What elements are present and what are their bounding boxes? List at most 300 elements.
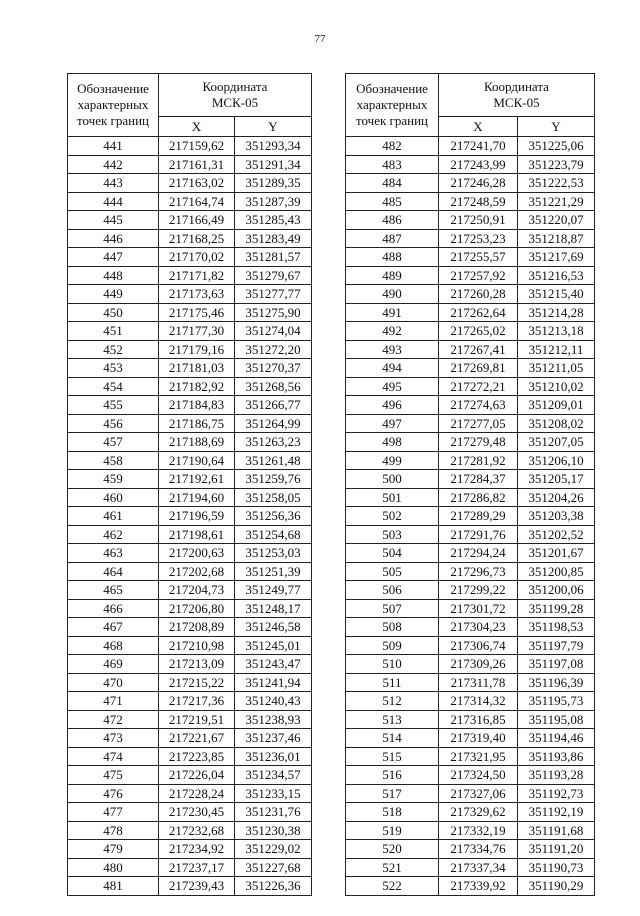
point-number-cell: 451: [68, 322, 159, 341]
x-coordinate-cell: 217248,59: [439, 192, 518, 211]
y-coordinate-cell: 351215,40: [518, 285, 595, 304]
point-number-cell: 509: [346, 636, 439, 655]
y-coordinate-cell: 351193,28: [518, 766, 595, 785]
table-row: [68, 414, 312, 433]
y-header: Y: [518, 116, 595, 136]
point-number-cell: 462: [68, 525, 159, 544]
point-number-cell: 446: [68, 229, 159, 248]
y-coordinate-cell: 351258,05: [235, 488, 312, 507]
point-number-cell: 492: [346, 322, 439, 341]
x-coordinate-cell: 217179,16: [159, 340, 235, 359]
point-number-cell: 493: [346, 340, 439, 359]
y-coordinate-cell: 351217,69: [518, 248, 595, 267]
point-number-cell: 503: [346, 525, 439, 544]
point-number-cell: 481: [68, 877, 159, 896]
y-coordinate-cell: 351190,29: [518, 877, 595, 896]
y-coordinate-cell: 351222,53: [518, 174, 595, 193]
y-coordinate-cell: 351197,79: [518, 636, 595, 655]
point-number-cell: 518: [346, 803, 439, 822]
x-coordinate-cell: 217301,72: [439, 599, 518, 618]
table-row: [68, 544, 312, 563]
point-number-cell: 466: [68, 599, 159, 618]
y-coordinate-cell: 351231,76: [235, 803, 312, 822]
table-row: [346, 766, 595, 785]
x-coordinate-cell: 217260,28: [439, 285, 518, 304]
y-coordinate-cell: 351209,01: [518, 396, 595, 415]
table-row: [68, 211, 312, 230]
table-row: [68, 562, 312, 581]
point-number-cell: 441: [68, 137, 159, 156]
point-number-cell: 474: [68, 747, 159, 766]
table-row: [68, 803, 312, 822]
point-number-cell: 453: [68, 359, 159, 378]
y-coordinate-cell: 351194,46: [518, 729, 595, 748]
y-coordinate-cell: 351204,26: [518, 488, 595, 507]
point-number-cell: 490: [346, 285, 439, 304]
x-coordinate-cell: 217253,23: [439, 229, 518, 248]
point-number-cell: 469: [68, 655, 159, 674]
y-coordinate-cell: 351253,03: [235, 544, 312, 563]
point-number-cell: 505: [346, 562, 439, 581]
table-row: [346, 414, 595, 433]
y-coordinate-cell: 351218,87: [518, 229, 595, 248]
y-coordinate-cell: 351241,94: [235, 673, 312, 692]
y-coordinate-cell: 351213,18: [518, 322, 595, 341]
x-coordinate-cell: 217281,92: [439, 451, 518, 470]
table-row: [68, 137, 312, 156]
x-coordinate-cell: 217163,02: [159, 174, 235, 193]
x-coordinate-cell: 217190,64: [159, 451, 235, 470]
y-coordinate-cell: 351225,06: [518, 137, 595, 156]
table-row: [68, 747, 312, 766]
point-number-cell: 458: [68, 451, 159, 470]
x-coordinate-cell: 217265,02: [439, 322, 518, 341]
point-number-cell: 444: [68, 192, 159, 211]
x-coordinate-cell: 217230,45: [159, 803, 235, 822]
y-coordinate-cell: 351212,11: [518, 340, 595, 359]
y-coordinate-cell: 351264,99: [235, 414, 312, 433]
x-coordinate-cell: 217226,04: [159, 766, 235, 785]
x-coordinate-cell: 217316,85: [439, 710, 518, 729]
table-row: [346, 488, 595, 507]
table-row: [346, 433, 595, 452]
x-coordinate-cell: 217284,37: [439, 470, 518, 489]
y-coordinate-cell: 351229,02: [235, 840, 312, 859]
x-coordinate-cell: 217181,03: [159, 359, 235, 378]
x-coordinate-cell: 217332,19: [439, 821, 518, 840]
y-coordinate-cell: 351281,57: [235, 248, 312, 267]
x-coordinate-cell: 217279,48: [439, 433, 518, 452]
point-number-cell: 477: [68, 803, 159, 822]
y-coordinate-cell: 351211,05: [518, 359, 595, 378]
coordinates-table-left: [67, 73, 312, 896]
table-row: [68, 303, 312, 322]
table-row: [346, 248, 595, 267]
y-coordinate-cell: 351293,34: [235, 137, 312, 156]
table-row: [346, 174, 595, 193]
table-row: [346, 655, 595, 674]
table-row: [68, 377, 312, 396]
x-coordinate-cell: 217334,76: [439, 840, 518, 859]
x-coordinate-cell: 217286,82: [439, 488, 518, 507]
x-coordinate-cell: 217192,61: [159, 470, 235, 489]
table-row: [68, 766, 312, 785]
point-number-cell: 497: [346, 414, 439, 433]
point-number-cell: 471: [68, 692, 159, 711]
point-number-cell: 460: [68, 488, 159, 507]
x-coordinate-cell: 217177,30: [159, 322, 235, 341]
y-header: Y: [235, 116, 312, 136]
table-row: [68, 192, 312, 211]
point-number-cell: 510: [346, 655, 439, 674]
point-number-cell: 479: [68, 840, 159, 859]
table-row: [346, 285, 595, 304]
y-coordinate-cell: 351236,01: [235, 747, 312, 766]
table-row: [68, 507, 312, 526]
table-row: [68, 174, 312, 193]
table-row: [346, 544, 595, 563]
table-row: [68, 229, 312, 248]
y-coordinate-cell: 351199,28: [518, 599, 595, 618]
point-number-cell: 464: [68, 562, 159, 581]
table-row: [346, 636, 595, 655]
point-number-cell: 445: [68, 211, 159, 230]
y-coordinate-cell: 351248,17: [235, 599, 312, 618]
y-coordinate-cell: 351197,08: [518, 655, 595, 674]
point-number-cell: 463: [68, 544, 159, 563]
y-coordinate-cell: 351193,86: [518, 747, 595, 766]
x-coordinate-cell: 217250,91: [439, 211, 518, 230]
point-number-cell: 511: [346, 673, 439, 692]
table-row: [346, 581, 595, 600]
table-row: [68, 618, 312, 637]
table-row: [346, 155, 595, 174]
x-coordinate-cell: 217304,23: [439, 618, 518, 637]
point-number-cell: 472: [68, 710, 159, 729]
table-row: [346, 303, 595, 322]
y-coordinate-cell: 351279,67: [235, 266, 312, 285]
point-number-cell: 480: [68, 858, 159, 877]
y-coordinate-cell: 351245,01: [235, 636, 312, 655]
x-coordinate-cell: 217262,64: [439, 303, 518, 322]
point-number-cell: 450: [68, 303, 159, 322]
point-number-cell: 456: [68, 414, 159, 433]
table-row: [68, 359, 312, 378]
table-row: [68, 451, 312, 470]
x-coordinate-cell: 217166,49: [159, 211, 235, 230]
x-coordinate-cell: 217234,92: [159, 840, 235, 859]
table-row: [68, 840, 312, 859]
table-row: [346, 784, 595, 803]
table-row: [346, 692, 595, 711]
y-coordinate-cell: 351270,37: [235, 359, 312, 378]
y-coordinate-cell: 351200,06: [518, 581, 595, 600]
point-number-cell: 516: [346, 766, 439, 785]
y-coordinate-cell: 351203,38: [518, 507, 595, 526]
y-coordinate-cell: 351263,23: [235, 433, 312, 452]
table-row: [346, 507, 595, 526]
x-coordinate-cell: 217269,81: [439, 359, 518, 378]
x-coordinate-cell: 217257,92: [439, 266, 518, 285]
x-coordinate-cell: 217215,22: [159, 673, 235, 692]
y-coordinate-cell: 351221,29: [518, 192, 595, 211]
y-coordinate-cell: 351190,73: [518, 858, 595, 877]
y-coordinate-cell: 351227,68: [235, 858, 312, 877]
y-coordinate-cell: 351195,73: [518, 692, 595, 711]
point-number-cell: 519: [346, 821, 439, 840]
table-row: [68, 729, 312, 748]
table-row: [346, 710, 595, 729]
y-coordinate-cell: 351208,02: [518, 414, 595, 433]
table-row: [346, 673, 595, 692]
point-number-cell: 513: [346, 710, 439, 729]
x-coordinate-cell: 217329,62: [439, 803, 518, 822]
table-row: [68, 433, 312, 452]
point-number-cell: 514: [346, 729, 439, 748]
y-coordinate-cell: 351214,28: [518, 303, 595, 322]
table-row: [68, 673, 312, 692]
point-number-cell: 443: [68, 174, 159, 193]
point-number-cell: 486: [346, 211, 439, 230]
y-coordinate-cell: 351246,58: [235, 618, 312, 637]
table-row: [346, 211, 595, 230]
table-row: [68, 340, 312, 359]
table-row: [346, 525, 595, 544]
point-number-cell: 521: [346, 858, 439, 877]
y-coordinate-cell: 351287,39: [235, 192, 312, 211]
coordinate-header: Координата МСК-05: [159, 74, 312, 117]
x-coordinate-cell: 217182,92: [159, 377, 235, 396]
point-number-cell: 494: [346, 359, 439, 378]
x-coordinate-cell: 217204,73: [159, 581, 235, 600]
y-coordinate-cell: 351202,52: [518, 525, 595, 544]
y-coordinate-cell: 351237,46: [235, 729, 312, 748]
table-row: [346, 377, 595, 396]
point-number-cell: 473: [68, 729, 159, 748]
x-coordinate-cell: 217188,69: [159, 433, 235, 452]
y-coordinate-cell: 351200,85: [518, 562, 595, 581]
y-coordinate-cell: 351192,73: [518, 784, 595, 803]
table-row: [346, 599, 595, 618]
table-row: [346, 340, 595, 359]
x-coordinate-cell: 217337,34: [439, 858, 518, 877]
point-number-cell: 454: [68, 377, 159, 396]
point-number-cell: 507: [346, 599, 439, 618]
table-row: [68, 155, 312, 174]
point-number-cell: 487: [346, 229, 439, 248]
table-row: [346, 858, 595, 877]
point-number-cell: 483: [346, 155, 439, 174]
y-coordinate-cell: 351259,76: [235, 470, 312, 489]
x-coordinate-cell: 217196,59: [159, 507, 235, 526]
point-number-cell: 478: [68, 821, 159, 840]
x-header: X: [439, 116, 518, 136]
coordinate-header: Координата МСК-05: [439, 74, 595, 117]
point-number-cell: 442: [68, 155, 159, 174]
x-coordinate-cell: 217228,24: [159, 784, 235, 803]
point-number-cell: 449: [68, 285, 159, 304]
table-row: [346, 396, 595, 415]
point-number-cell: 461: [68, 507, 159, 526]
x-header: X: [159, 116, 235, 136]
point-number-cell: 491: [346, 303, 439, 322]
x-coordinate-cell: 217198,61: [159, 525, 235, 544]
table-row: [68, 488, 312, 507]
x-coordinate-cell: 217241,70: [439, 137, 518, 156]
table-row: [346, 322, 595, 341]
point-number-cell: 457: [68, 433, 159, 452]
point-number-cell: 459: [68, 470, 159, 489]
point-number-cell: 448: [68, 266, 159, 285]
table-row: [68, 599, 312, 618]
x-coordinate-cell: 217296,73: [439, 562, 518, 581]
table-row: [346, 562, 595, 581]
y-coordinate-cell: 351261,48: [235, 451, 312, 470]
y-coordinate-cell: 351205,17: [518, 470, 595, 489]
table-row: [68, 858, 312, 877]
y-coordinate-cell: 351249,77: [235, 581, 312, 600]
point-label-header: Обозначение характерных точек границ: [68, 74, 159, 137]
y-coordinate-cell: 351207,05: [518, 433, 595, 452]
table-row: [68, 636, 312, 655]
point-number-cell: 501: [346, 488, 439, 507]
table-row: [68, 525, 312, 544]
x-coordinate-cell: 217171,82: [159, 266, 235, 285]
table-row: [68, 322, 312, 341]
y-coordinate-cell: 351195,08: [518, 710, 595, 729]
x-coordinate-cell: 217289,29: [439, 507, 518, 526]
y-coordinate-cell: 351226,36: [235, 877, 312, 896]
x-coordinate-cell: 217208,89: [159, 618, 235, 637]
table-row: [346, 821, 595, 840]
x-coordinate-cell: 217272,21: [439, 377, 518, 396]
x-coordinate-cell: 217314,32: [439, 692, 518, 711]
x-coordinate-cell: 217274,63: [439, 396, 518, 415]
x-coordinate-cell: 217299,22: [439, 581, 518, 600]
point-number-cell: 508: [346, 618, 439, 637]
x-coordinate-cell: 217206,80: [159, 599, 235, 618]
y-coordinate-cell: 351266,77: [235, 396, 312, 415]
y-coordinate-cell: 351233,15: [235, 784, 312, 803]
y-coordinate-cell: 351256,36: [235, 507, 312, 526]
table-row: [68, 248, 312, 267]
point-number-cell: 504: [346, 544, 439, 563]
table-row: [346, 229, 595, 248]
table-row: [68, 266, 312, 285]
point-number-cell: 455: [68, 396, 159, 415]
table-row: [68, 877, 312, 896]
table-row: [68, 655, 312, 674]
y-coordinate-cell: 351223,79: [518, 155, 595, 174]
point-number-cell: 506: [346, 581, 439, 600]
table-row: [68, 784, 312, 803]
point-number-cell: 470: [68, 673, 159, 692]
y-coordinate-cell: 351210,02: [518, 377, 595, 396]
x-coordinate-cell: 217221,67: [159, 729, 235, 748]
x-coordinate-cell: 217186,75: [159, 414, 235, 433]
x-coordinate-cell: 217161,31: [159, 155, 235, 174]
x-coordinate-cell: 217306,74: [439, 636, 518, 655]
table-row: [68, 470, 312, 489]
x-coordinate-cell: 217219,51: [159, 710, 235, 729]
table-row: [346, 451, 595, 470]
y-coordinate-cell: 351285,43: [235, 211, 312, 230]
y-coordinate-cell: 351289,35: [235, 174, 312, 193]
point-number-cell: 520: [346, 840, 439, 859]
x-coordinate-cell: 217291,76: [439, 525, 518, 544]
x-coordinate-cell: 217202,68: [159, 562, 235, 581]
x-coordinate-cell: 217175,46: [159, 303, 235, 322]
point-number-cell: 465: [68, 581, 159, 600]
x-coordinate-cell: 217267,41: [439, 340, 518, 359]
table-row: [68, 396, 312, 415]
table-row: [346, 747, 595, 766]
y-coordinate-cell: 351268,56: [235, 377, 312, 396]
table-row: [346, 359, 595, 378]
y-coordinate-cell: 351216,53: [518, 266, 595, 285]
y-coordinate-cell: 351198,53: [518, 618, 595, 637]
x-coordinate-cell: 217294,24: [439, 544, 518, 563]
point-label-header: Обозначение характерных точек границ: [346, 74, 439, 137]
x-coordinate-cell: 217239,43: [159, 877, 235, 896]
point-number-cell: 489: [346, 266, 439, 285]
point-number-cell: 475: [68, 766, 159, 785]
y-coordinate-cell: 351201,67: [518, 544, 595, 563]
y-coordinate-cell: 351230,38: [235, 821, 312, 840]
x-coordinate-cell: 217184,83: [159, 396, 235, 415]
table-row: [346, 137, 595, 156]
x-coordinate-cell: 217277,05: [439, 414, 518, 433]
y-coordinate-cell: 351240,43: [235, 692, 312, 711]
y-coordinate-cell: 351283,49: [235, 229, 312, 248]
y-coordinate-cell: 351191,20: [518, 840, 595, 859]
point-number-cell: 502: [346, 507, 439, 526]
table-row: [346, 618, 595, 637]
y-coordinate-cell: 351251,39: [235, 562, 312, 581]
point-number-cell: 522: [346, 877, 439, 896]
x-coordinate-cell: 217217,36: [159, 692, 235, 711]
x-coordinate-cell: 217327,06: [439, 784, 518, 803]
x-coordinate-cell: 217194,60: [159, 488, 235, 507]
y-coordinate-cell: 351291,34: [235, 155, 312, 174]
y-coordinate-cell: 351191,68: [518, 821, 595, 840]
x-coordinate-cell: 217210,98: [159, 636, 235, 655]
page-number: 77: [314, 33, 326, 45]
table-row: [346, 192, 595, 211]
y-coordinate-cell: 351274,04: [235, 322, 312, 341]
table-row: [346, 266, 595, 285]
table-row: [346, 803, 595, 822]
table-row: [68, 285, 312, 304]
x-coordinate-cell: 217319,40: [439, 729, 518, 748]
y-coordinate-cell: 351192,19: [518, 803, 595, 822]
x-coordinate-cell: 217232,68: [159, 821, 235, 840]
x-coordinate-cell: 217237,17: [159, 858, 235, 877]
point-number-cell: 515: [346, 747, 439, 766]
point-number-cell: 488: [346, 248, 439, 267]
y-coordinate-cell: 351220,07: [518, 211, 595, 230]
point-number-cell: 498: [346, 433, 439, 452]
y-coordinate-cell: 351272,20: [235, 340, 312, 359]
table-row: [346, 470, 595, 489]
coordinates-table-right: [345, 73, 595, 896]
point-number-cell: 482: [346, 137, 439, 156]
point-number-cell: 476: [68, 784, 159, 803]
x-coordinate-cell: 217170,02: [159, 248, 235, 267]
y-coordinate-cell: 351277,77: [235, 285, 312, 304]
point-number-cell: 467: [68, 618, 159, 637]
table-row: [68, 692, 312, 711]
